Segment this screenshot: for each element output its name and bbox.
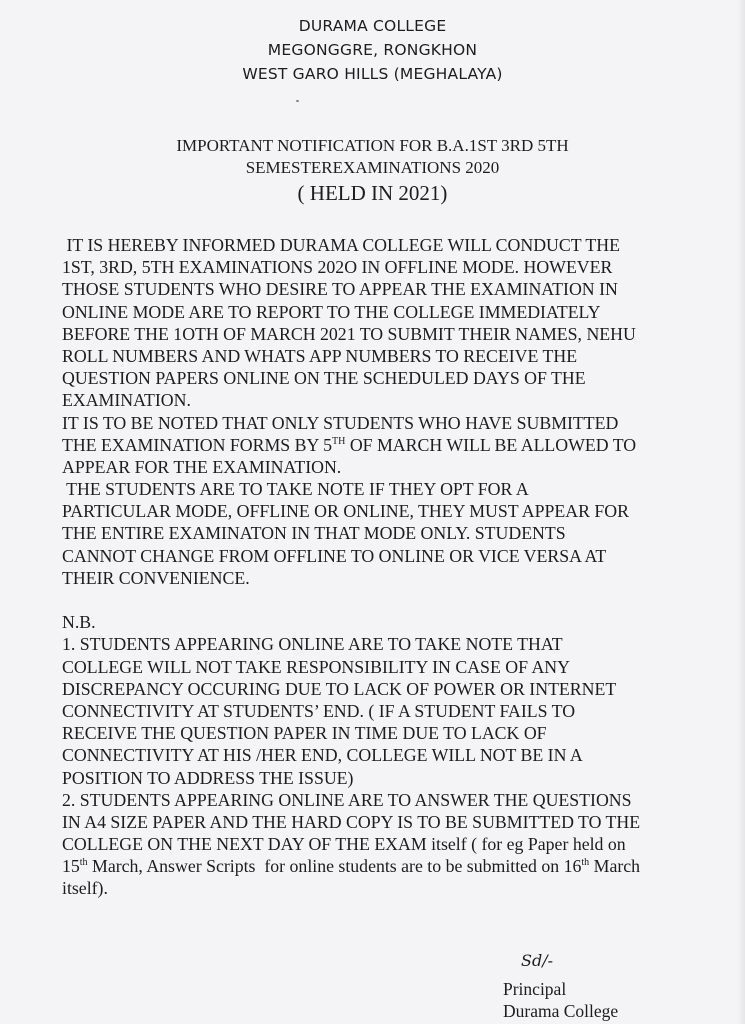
nb-point-2 (62, 789, 734, 900)
text-line: CANNOT CHANGE FROM OFFLINE TO ONLINE OR VICE VERSA AT (62, 545, 607, 566)
scan-edge-shadow (737, 0, 745, 1024)
text-line: BEFORE THE 1OTH OF MARCH 2021 TO SUBMIT THEIR NAMES, NEHU (62, 323, 636, 344)
text-line (62, 855, 734, 877)
signature-block (503, 951, 619, 1022)
text-line: 1ST, 3RD, 5TH EXAMINATIONS 202O IN OFFLINE MODE. HOWEVER (62, 257, 613, 278)
text-line: IT IS HEREBY INFORMED DURAMA COLLEGE WILL CONDUCT THE (62, 235, 620, 255)
text-span: March, Answer Scripts for online students are to be submitted on 16 (87, 856, 582, 877)
text-line: ROLL NUMBERS AND WHATS APP NUMBERS TO RECEIVE THE (62, 345, 578, 366)
text-line: APPEAR FOR THE EXAMINATION. (62, 456, 342, 477)
signatory-role: Principal (503, 979, 567, 999)
text-line: DISCREPANCY OCCURING DUE TO LACK OF POWER OR INTERNET (62, 678, 617, 699)
paragraph-forms-deadline (62, 412, 734, 479)
nb-point-1 (62, 633, 734, 788)
text-line: THOSE STUDENTS WHO DESIRE TO APPEAR THE EXAMINATION IN (62, 279, 618, 300)
notification-title (0, 135, 745, 207)
text-span: 15 (62, 856, 80, 877)
paragraph-mode-choice (62, 478, 734, 589)
text-span: OF MARCH WILL BE ALLOWED TO (345, 434, 637, 455)
title-line-1: IMPORTANT NOTIFICATION FOR B.A.1ST 3RD 5TH (176, 136, 569, 155)
nb-label: N.B. (62, 612, 96, 633)
text-line: COLLEGE WILL NOT TAKE RESPONSIBILITY IN CASE OF ANY (62, 656, 570, 677)
text-line: IN A4 SIZE PAPER AND THE HARD COPY IS TO BE SUBMITTED TO THE (62, 811, 641, 832)
text-line: CONNECTIVITY AT STUDENTS’ END. ( IF A STUDENT FAILS TO (62, 700, 576, 721)
paragraph-offline-mode (62, 234, 734, 412)
text-line: QUESTION PAPERS ONLINE ON THE SCHEDULED DAYS OF THE (62, 368, 586, 389)
text-line: IT IS TO BE NOTED THAT ONLY STUDENTS WHO HAVE SUBMITTED (62, 412, 619, 433)
text-line: THE STUDENTS ARE TO TAKE NOTE IF THEY OPT FOR A (62, 479, 529, 500)
text-span: THE EXAMINATION FORMS BY 5 (62, 434, 333, 455)
signatory-org: Durama College (503, 1001, 619, 1021)
text-line: ONLINE MODE ARE TO REPORT TO THE COLLEGE IMMEDIATELY (62, 301, 601, 322)
text-line: THEIR CONVENIENCE. (62, 567, 250, 588)
text-line: POSITION TO ADDRESS THE ISSUE) (62, 767, 354, 788)
text-line: 1. STUDENTS APPEARING ONLINE ARE TO TAKE NOTE THAT (62, 634, 563, 655)
text-line: CONNECTIVITY AT HIS /HER END, COLLEGE WILL NOT BE IN A (62, 745, 583, 766)
superscript: TH (332, 435, 346, 447)
spacer (62, 589, 734, 611)
text-line: THE ENTIRE EXAMINATON IN THAT MODE ONLY. STUDENTS (62, 523, 566, 544)
scan-speck (296, 100, 299, 102)
text-line: itself). (62, 878, 108, 899)
superscript: th (79, 857, 88, 869)
text-line: 2. STUDENTS APPEARING ONLINE ARE TO ANSWER THE QUESTIONS (62, 789, 632, 810)
title-line-2: SEMESTEREXAMINATIONS 2020 (245, 158, 500, 177)
text-line: EXAMINATION. (62, 390, 191, 411)
text-span: March (589, 856, 641, 877)
title-held-year: ( HELD IN 2021) (297, 181, 448, 205)
text-line: COLLEGE ON THE NEXT DAY OF THE EXAM itself ( for eg Paper held on (62, 834, 626, 855)
text-line (62, 434, 734, 456)
text-line: RECEIVE THE QUESTION PAPER IN TIME DUE TO LACK OF (62, 723, 547, 744)
text-line: PARTICULAR MODE, OFFLINE OR ONLINE, THEY MUST APPEAR FOR (62, 501, 630, 522)
signature-mark: Sd/- (521, 951, 553, 970)
notice-body (62, 234, 734, 900)
college-district: WEST GARO HILLS (MEGHALAYA) (242, 65, 503, 83)
college-header (0, 14, 745, 86)
college-address: MEGONGGRE, RONGKHON (267, 41, 478, 59)
superscript: th (581, 857, 590, 869)
college-name: DURAMA COLLEGE (298, 17, 447, 35)
